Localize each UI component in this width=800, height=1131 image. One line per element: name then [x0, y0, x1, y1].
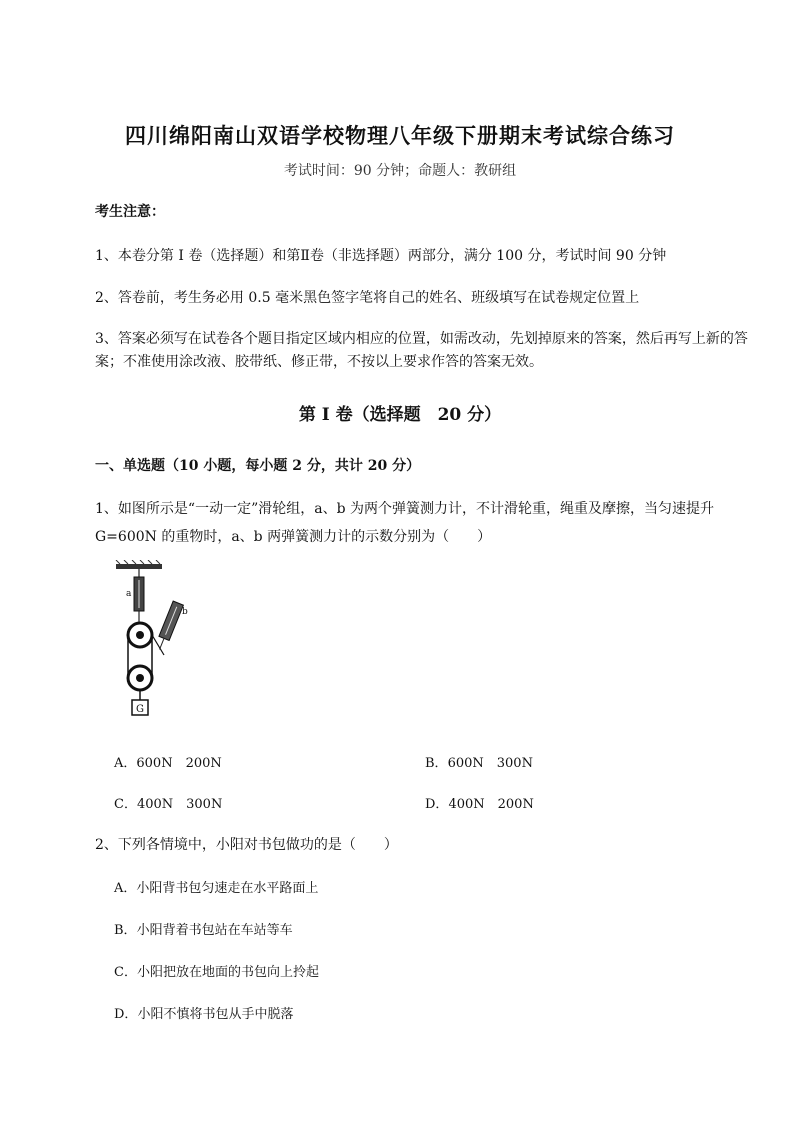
notes-heading: 考生注意：	[95, 204, 165, 220]
section-title: 第 I 卷（选择题 20 分）	[298, 405, 502, 425]
note-item: 1、本卷分第 I 卷（选择题）和第Ⅱ卷（非选择题）两部分，满分 100 分，考试时间 90 分钟	[95, 248, 667, 264]
q1-option-b: B．600N 300N	[425, 756, 533, 771]
part-heading: 一、单选题（10 小题，每小题 2 分，共计 20 分）	[95, 458, 421, 474]
scale-b-label: b	[182, 607, 188, 617]
question-1-stem: 1、如图所示是“一动一定”滑轮组，a、b 为两个弹簧测力计，不计滑轮重，绳重及摩擦，当匀速提升 G=600N 的重物时，a、b 两弹簧测力计的示数分别为（ ）	[95, 501, 714, 545]
question-2-stem: 2、下列各情境中，小阳对书包做功的是（ ）	[95, 837, 398, 853]
exam-title: 四川绵阳南山双语学校物理八年级下册期末考试综合练习	[125, 123, 675, 148]
pulley-figure	[112, 560, 202, 720]
q2-option-d: D．小阳不慎将书包从手中脱落	[114, 1007, 294, 1022]
q1-option-d: D．400N 200N	[425, 797, 534, 812]
q1-option-a: A．600N 200N	[114, 756, 222, 771]
q2-option-b: B．小阳背着书包站在车站等车	[114, 923, 293, 938]
q2-option-a: A．小阳背书包匀速走在水平路面上	[114, 881, 319, 896]
q1-option-c: C．400N 300N	[114, 797, 223, 812]
note-item: 3、答案必须写在试卷各个题目指定区域内相应的位置，如需改动，先划掉原来的答案，然后再写上新的答案；不准使用涂改液、胶带纸、修正带，不按以上要求作答的答案无效。	[95, 331, 748, 370]
note-item: 2、答卷前，考生务必用 0.5 毫米黑色签字笔将自己的姓名、班级填写在试卷规定位置上	[95, 290, 640, 306]
exam-subtitle: 考试时间：90 分钟；命题人：教研组	[283, 163, 517, 179]
scale-a-label: a	[126, 589, 132, 599]
weight-label: G	[136, 704, 144, 715]
q2-option-c: C．小阳把放在地面的书包向上拎起	[114, 965, 319, 980]
